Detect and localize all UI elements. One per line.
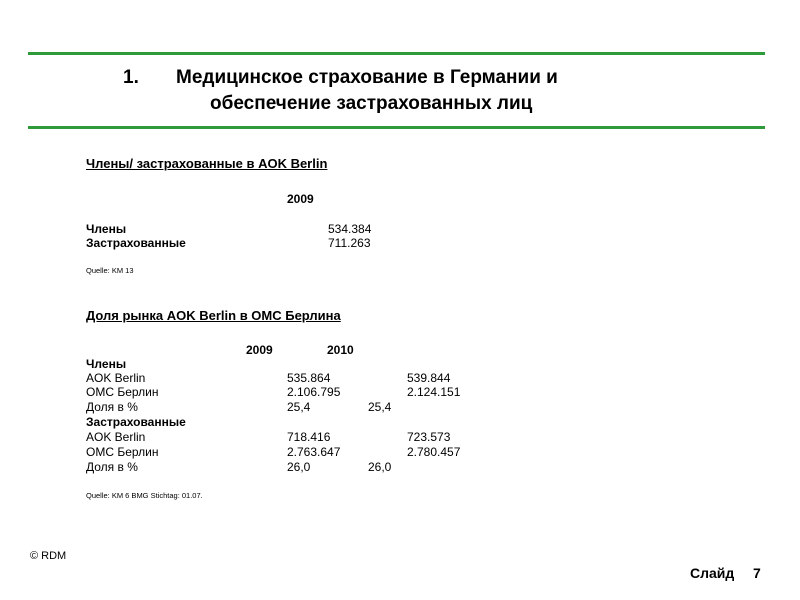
bottom-rule (28, 126, 765, 129)
section2-source: Quelle: KM 6 BMG Stichtag: 01.07. (86, 491, 203, 500)
section2-heading: Доля рынка AOK Berlin в ОМС Берлина (86, 308, 341, 323)
table-cell-2009: 25,4 (287, 400, 311, 414)
section2-year-2009: 2009 (246, 343, 273, 357)
table-cell-2010: 25,4 (368, 400, 392, 414)
table-row-label: Доля в % (86, 400, 138, 414)
table-cell-2010: 2.124.151 (407, 385, 461, 399)
table-cell-2010: 26,0 (368, 460, 392, 474)
table-cell-2010: 723.573 (407, 430, 451, 444)
table-cell-2009: 535.864 (287, 371, 331, 385)
section1-row-label: Застрахованные (86, 236, 186, 250)
table-row-label: ОМС Берлин (86, 445, 159, 459)
table-row-label: ОМС Берлин (86, 385, 159, 399)
section1-row-value: 534.384 (328, 222, 372, 236)
table-cell-2009: 26,0 (287, 460, 311, 474)
table-cell-2009: 2.106.795 (287, 385, 341, 399)
title-number: 1. (123, 67, 139, 88)
section1-source: Quelle: KM 13 (86, 266, 134, 275)
slide-label: Слайд (690, 565, 735, 581)
slide-number: 7 (753, 565, 761, 581)
table-row-label: AOK Berlin (86, 371, 146, 385)
section1-row-value: 711.263 (328, 236, 371, 250)
top-rule (28, 52, 765, 55)
table-row-label: Доля в % (86, 460, 138, 474)
group2-label: Застрахованные (86, 415, 186, 429)
table-cell-2010: 2.780.457 (407, 445, 461, 459)
table-cell-2009: 718.416 (287, 430, 331, 444)
group1-label: Члены (86, 357, 127, 371)
section2-year-2010: 2010 (327, 343, 354, 357)
section1-row-label: Члены (86, 222, 127, 236)
table-cell-2009: 2.763.647 (287, 445, 341, 459)
section1-heading: Члены/ застрахованные в AOK Berlin (86, 156, 328, 171)
title-line-1: Медицинское страхование в Германии и (176, 67, 558, 88)
table-row-label: AOK Berlin (86, 430, 146, 444)
section1-year: 2009 (287, 192, 314, 206)
copyright: © RDM (30, 550, 67, 562)
title-line-2: обеспечение застрахованных лиц (210, 93, 533, 114)
table-cell-2010: 539.844 (407, 371, 451, 385)
